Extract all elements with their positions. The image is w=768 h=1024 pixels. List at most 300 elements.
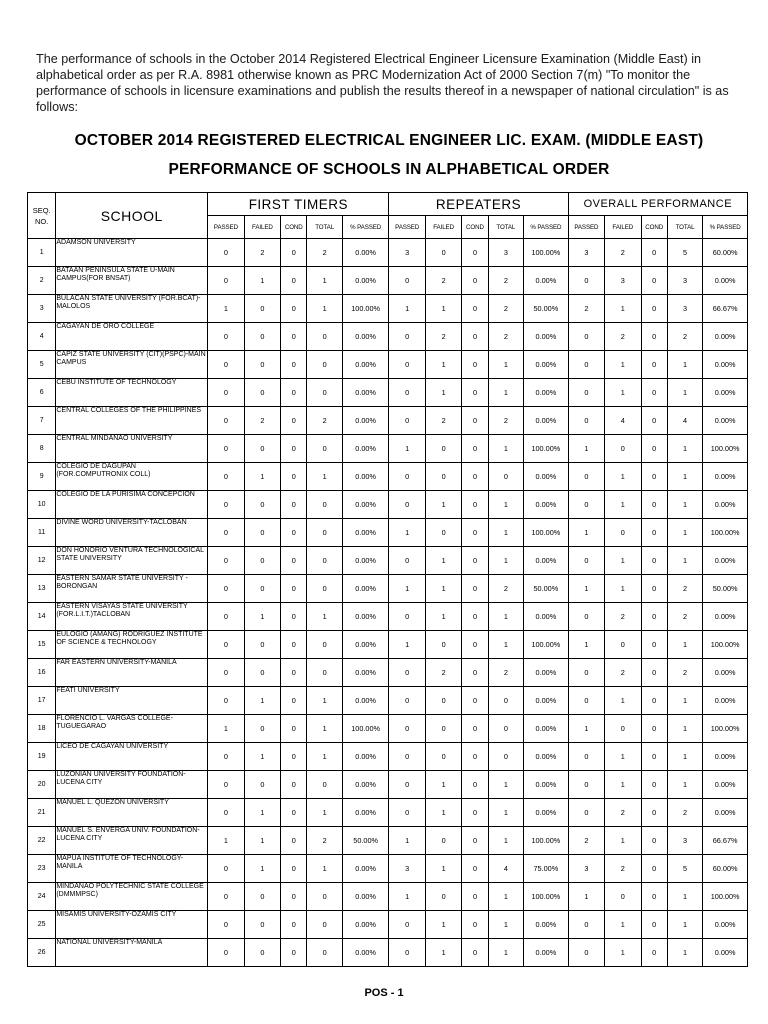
repeaters-pct-passed-cell: 0.00% bbox=[524, 911, 569, 939]
first-timers-passed-cell: 0 bbox=[208, 323, 244, 351]
table-row bbox=[28, 351, 748, 379]
overall-cond-cell: 0 bbox=[641, 687, 667, 715]
repeaters-pct-passed-cell: 100.00% bbox=[524, 435, 569, 463]
first-timers-failed-cell: 0 bbox=[244, 883, 280, 911]
school-name-cell: MISAMIS UNIVERSITY-OZAMIS CITY bbox=[56, 911, 208, 939]
repeaters-total-cell: 2 bbox=[488, 323, 523, 351]
subheader-passed: PASSED bbox=[568, 216, 604, 239]
repeaters-pct-passed-cell: 75.00% bbox=[524, 855, 569, 883]
repeaters-total-cell: 1 bbox=[488, 771, 523, 799]
repeaters-failed-cell: 0 bbox=[425, 883, 461, 911]
repeaters-total-cell: 0 bbox=[488, 743, 523, 771]
repeaters-passed-cell: 0 bbox=[389, 687, 425, 715]
first-timers-passed-cell: 0 bbox=[208, 631, 244, 659]
first-timers-failed-cell: 0 bbox=[244, 295, 280, 323]
repeaters-cond-cell: 0 bbox=[462, 631, 488, 659]
overall-cond-cell: 0 bbox=[641, 659, 667, 687]
overall-failed-cell: 1 bbox=[605, 547, 641, 575]
overall-total-cell: 2 bbox=[667, 659, 702, 687]
overall-passed-cell: 0 bbox=[568, 799, 604, 827]
overall-pct-passed-cell: 0.00% bbox=[703, 463, 748, 491]
first-timers-passed-cell: 0 bbox=[208, 603, 244, 631]
overall-cond-cell: 0 bbox=[641, 855, 667, 883]
first-timers-cond-cell: 0 bbox=[281, 323, 307, 351]
table-row bbox=[28, 407, 748, 435]
school-name-cell: BATAAN PENINSULA STATE U-MAIN CAMPUS(FOR BNSAT) bbox=[56, 267, 208, 295]
overall-total-cell: 1 bbox=[667, 435, 702, 463]
table-row bbox=[28, 631, 748, 659]
repeaters-total-cell: 1 bbox=[488, 827, 523, 855]
first-timers-total-cell: 0 bbox=[307, 547, 342, 575]
repeaters-cond-cell: 0 bbox=[462, 295, 488, 323]
repeaters-passed-cell: 0 bbox=[389, 351, 425, 379]
first-timers-cond-cell: 0 bbox=[281, 575, 307, 603]
repeaters-pct-passed-cell: 50.00% bbox=[524, 575, 569, 603]
first-timers-passed-cell: 0 bbox=[208, 351, 244, 379]
overall-cond-cell: 0 bbox=[641, 799, 667, 827]
overall-passed-cell: 1 bbox=[568, 883, 604, 911]
overall-pct-passed-cell: 0.00% bbox=[703, 603, 748, 631]
first-timers-cond-cell: 0 bbox=[281, 631, 307, 659]
first-timers-total-cell: 2 bbox=[307, 239, 342, 267]
repeaters-failed-cell: 1 bbox=[425, 491, 461, 519]
overall-pct-passed-cell: 0.00% bbox=[703, 351, 748, 379]
first-timers-failed-cell: 0 bbox=[244, 631, 280, 659]
repeaters-total-cell: 3 bbox=[488, 239, 523, 267]
subheader-total: TOTAL bbox=[488, 216, 523, 239]
first-timers-passed-cell: 0 bbox=[208, 575, 244, 603]
repeaters-passed-cell: 1 bbox=[389, 575, 425, 603]
repeaters-cond-cell: 0 bbox=[462, 519, 488, 547]
overall-total-cell: 1 bbox=[667, 631, 702, 659]
overall-total-cell: 1 bbox=[667, 351, 702, 379]
subheader-failed: FAILED bbox=[244, 216, 280, 239]
first-timers-pct-passed-cell: 0.00% bbox=[342, 799, 389, 827]
repeaters-passed-cell: 0 bbox=[389, 267, 425, 295]
repeaters-total-cell: 1 bbox=[488, 939, 523, 967]
overall-pct-passed-cell: 100.00% bbox=[703, 519, 748, 547]
first-timers-pct-passed-cell: 0.00% bbox=[342, 883, 389, 911]
table-row bbox=[28, 295, 748, 323]
repeaters-passed-cell: 0 bbox=[389, 603, 425, 631]
repeaters-passed-cell: 0 bbox=[389, 715, 425, 743]
first-timers-pct-passed-cell: 100.00% bbox=[342, 295, 389, 323]
first-timers-cond-cell: 0 bbox=[281, 883, 307, 911]
first-timers-total-cell: 0 bbox=[307, 939, 342, 967]
seq-no-cell: 1 bbox=[28, 239, 56, 267]
overall-passed-cell: 0 bbox=[568, 939, 604, 967]
first-timers-total-cell: 0 bbox=[307, 771, 342, 799]
overall-passed-cell: 0 bbox=[568, 407, 604, 435]
overall-passed-cell: 1 bbox=[568, 435, 604, 463]
first-timers-cond-cell: 0 bbox=[281, 771, 307, 799]
seq-no-cell: 8 bbox=[28, 435, 56, 463]
first-timers-failed-cell: 0 bbox=[244, 911, 280, 939]
overall-passed-cell: 1 bbox=[568, 631, 604, 659]
overall-pct-passed-cell: 0.00% bbox=[703, 911, 748, 939]
school-name-cell: EASTERN VISAYAS STATE UNIVERSITY (FOR.L.I.T.)TACLOBAN bbox=[56, 603, 208, 631]
subheader-failed: FAILED bbox=[425, 216, 461, 239]
table-row bbox=[28, 799, 748, 827]
repeaters-total-cell: 1 bbox=[488, 911, 523, 939]
overall-passed-cell: 0 bbox=[568, 659, 604, 687]
repeaters-pct-passed-cell: 100.00% bbox=[524, 519, 569, 547]
first-timers-pct-passed-cell: 0.00% bbox=[342, 519, 389, 547]
repeaters-total-cell: 1 bbox=[488, 351, 523, 379]
overall-pct-passed-cell: 0.00% bbox=[703, 379, 748, 407]
overall-pct-passed-cell: 0.00% bbox=[703, 939, 748, 967]
overall-pct-passed-cell: 66.67% bbox=[703, 295, 748, 323]
repeaters-failed-cell: 0 bbox=[425, 435, 461, 463]
overall-pct-passed-cell: 50.00% bbox=[703, 575, 748, 603]
overall-cond-cell: 0 bbox=[641, 631, 667, 659]
school-name-cell: DIVINE WORD UNIVERSITY-TACLOBAN bbox=[56, 519, 208, 547]
repeaters-passed-cell: 0 bbox=[389, 799, 425, 827]
repeaters-cond-cell: 0 bbox=[462, 743, 488, 771]
overall-total-cell: 1 bbox=[667, 771, 702, 799]
school-name-cell: CAGAYAN DE ORO COLLEGE bbox=[56, 323, 208, 351]
repeaters-failed-cell: 2 bbox=[425, 659, 461, 687]
overall-pct-passed-cell: 0.00% bbox=[703, 659, 748, 687]
first-timers-pct-passed-cell: 0.00% bbox=[342, 855, 389, 883]
first-timers-cond-cell: 0 bbox=[281, 687, 307, 715]
repeaters-passed-cell: 0 bbox=[389, 659, 425, 687]
overall-cond-cell: 0 bbox=[641, 295, 667, 323]
overall-cond-cell: 0 bbox=[641, 547, 667, 575]
repeaters-total-cell: 1 bbox=[488, 883, 523, 911]
first-timers-total-cell: 1 bbox=[307, 267, 342, 295]
seq-no-cell: 21 bbox=[28, 799, 56, 827]
first-timers-passed-cell: 0 bbox=[208, 435, 244, 463]
table-row bbox=[28, 267, 748, 295]
repeaters-cond-cell: 0 bbox=[462, 463, 488, 491]
repeaters-passed-cell: 0 bbox=[389, 323, 425, 351]
overall-failed-cell: 1 bbox=[605, 295, 641, 323]
overall-failed-cell: 0 bbox=[605, 883, 641, 911]
school-name-cell: ADAMSON UNIVERSITY bbox=[56, 239, 208, 267]
first-timers-failed-cell: 1 bbox=[244, 687, 280, 715]
subheader-total: TOTAL bbox=[307, 216, 342, 239]
seq-no-cell: 24 bbox=[28, 883, 56, 911]
first-timers-total-cell: 0 bbox=[307, 351, 342, 379]
repeaters-passed-cell: 1 bbox=[389, 295, 425, 323]
first-timers-passed-cell: 0 bbox=[208, 407, 244, 435]
first-timers-pct-passed-cell: 0.00% bbox=[342, 687, 389, 715]
subheader-pct-passed: % PASSED bbox=[703, 216, 748, 239]
first-timers-pct-passed-cell: 0.00% bbox=[342, 631, 389, 659]
overall-passed-cell: 0 bbox=[568, 743, 604, 771]
first-timers-pct-passed-cell: 0.00% bbox=[342, 771, 389, 799]
seq-no-cell: 11 bbox=[28, 519, 56, 547]
repeaters-passed-cell: 1 bbox=[389, 827, 425, 855]
overall-failed-cell: 2 bbox=[605, 799, 641, 827]
repeaters-pct-passed-cell: 0.00% bbox=[524, 547, 569, 575]
first-timers-total-cell: 2 bbox=[307, 407, 342, 435]
overall-total-cell: 3 bbox=[667, 267, 702, 295]
first-timers-passed-cell: 0 bbox=[208, 379, 244, 407]
overall-failed-cell: 2 bbox=[605, 855, 641, 883]
first-timers-total-cell: 0 bbox=[307, 323, 342, 351]
overall-pct-passed-cell: 0.00% bbox=[703, 687, 748, 715]
overall-failed-cell: 1 bbox=[605, 687, 641, 715]
first-timers-total-cell: 1 bbox=[307, 463, 342, 491]
repeaters-cond-cell: 0 bbox=[462, 939, 488, 967]
first-timers-cond-cell: 0 bbox=[281, 659, 307, 687]
overall-passed-cell: 1 bbox=[568, 575, 604, 603]
first-timers-cond-cell: 0 bbox=[281, 435, 307, 463]
table-row bbox=[28, 323, 748, 351]
subheader-cond: COND bbox=[462, 216, 488, 239]
overall-passed-cell: 2 bbox=[568, 295, 604, 323]
overall-passed-cell: 3 bbox=[568, 855, 604, 883]
repeaters-pct-passed-cell: 0.00% bbox=[524, 799, 569, 827]
first-timers-pct-passed-cell: 0.00% bbox=[342, 351, 389, 379]
repeaters-pct-passed-cell: 100.00% bbox=[524, 883, 569, 911]
overall-pct-passed-cell: 60.00% bbox=[703, 855, 748, 883]
first-timers-cond-cell: 0 bbox=[281, 351, 307, 379]
first-timers-failed-cell: 1 bbox=[244, 463, 280, 491]
repeaters-failed-cell: 1 bbox=[425, 911, 461, 939]
overall-pct-passed-cell: 0.00% bbox=[703, 323, 748, 351]
repeaters-pct-passed-cell: 100.00% bbox=[524, 827, 569, 855]
first-timers-failed-cell: 1 bbox=[244, 827, 280, 855]
first-timers-cond-cell: 0 bbox=[281, 379, 307, 407]
repeaters-passed-cell: 0 bbox=[389, 547, 425, 575]
overall-failed-cell: 1 bbox=[605, 491, 641, 519]
repeaters-pct-passed-cell: 0.00% bbox=[524, 351, 569, 379]
repeaters-cond-cell: 0 bbox=[462, 267, 488, 295]
school-name-cell: NATIONAL UNIVERSITY-MANILA bbox=[56, 939, 208, 967]
overall-pct-passed-cell: 66.67% bbox=[703, 827, 748, 855]
first-timers-passed-cell: 0 bbox=[208, 547, 244, 575]
seq-no-cell: 18 bbox=[28, 715, 56, 743]
seq-no-cell: 7 bbox=[28, 407, 56, 435]
first-timers-passed-cell: 0 bbox=[208, 687, 244, 715]
first-timers-failed-cell: 0 bbox=[244, 715, 280, 743]
school-name-cell: LUZONIAN UNIVERSITY FOUNDATION-LUCENA CITY bbox=[56, 771, 208, 799]
school-name-cell: CAPIZ STATE UNIVERSITY (CIT)(PSPC)-MAIN CAMPUS bbox=[56, 351, 208, 379]
repeaters-pct-passed-cell: 0.00% bbox=[524, 743, 569, 771]
first-timers-pct-passed-cell: 0.00% bbox=[342, 407, 389, 435]
repeaters-cond-cell: 0 bbox=[462, 239, 488, 267]
repeaters-passed-cell: 0 bbox=[389, 771, 425, 799]
first-timers-cond-cell: 0 bbox=[281, 491, 307, 519]
first-timers-pct-passed-cell: 0.00% bbox=[342, 267, 389, 295]
overall-failed-cell: 1 bbox=[605, 939, 641, 967]
repeaters-total-cell: 0 bbox=[488, 463, 523, 491]
overall-passed-cell: 0 bbox=[568, 463, 604, 491]
school-name-cell: CENTRAL COLLEGES OF THE PHILIPPINES bbox=[56, 407, 208, 435]
first-timers-failed-cell: 0 bbox=[244, 939, 280, 967]
overall-passed-cell: 0 bbox=[568, 323, 604, 351]
repeaters-cond-cell: 0 bbox=[462, 575, 488, 603]
repeaters-failed-cell: 1 bbox=[425, 351, 461, 379]
first-timers-pct-passed-cell: 0.00% bbox=[342, 491, 389, 519]
seq-no-header: SEQ. NO. bbox=[28, 193, 56, 239]
table-row bbox=[28, 659, 748, 687]
first-timers-failed-cell: 2 bbox=[244, 407, 280, 435]
overall-passed-cell: 0 bbox=[568, 547, 604, 575]
subheader-cond: COND bbox=[641, 216, 667, 239]
first-timers-passed-cell: 0 bbox=[208, 239, 244, 267]
document-title: OCTOBER 2014 REGISTERED ELECTRICAL ENGINEER LIC. EXAM. (MIDDLE EAST) bbox=[74, 132, 704, 149]
subheader-pct-passed: % PASSED bbox=[524, 216, 569, 239]
repeaters-total-cell: 2 bbox=[488, 295, 523, 323]
first-timers-pct-passed-cell: 0.00% bbox=[342, 547, 389, 575]
repeaters-pct-passed-cell: 0.00% bbox=[524, 407, 569, 435]
repeaters-cond-cell: 0 bbox=[462, 687, 488, 715]
first-timers-cond-cell: 0 bbox=[281, 267, 307, 295]
seq-no-cell: 16 bbox=[28, 659, 56, 687]
overall-failed-cell: 4 bbox=[605, 407, 641, 435]
repeaters-cond-cell: 0 bbox=[462, 659, 488, 687]
school-name-cell: CENTRAL MINDANAO UNIVERSITY bbox=[56, 435, 208, 463]
repeaters-cond-cell: 0 bbox=[462, 603, 488, 631]
subheader-failed: FAILED bbox=[605, 216, 641, 239]
overall-pct-passed-cell: 100.00% bbox=[703, 435, 748, 463]
first-timers-failed-cell: 0 bbox=[244, 547, 280, 575]
repeaters-failed-cell: 1 bbox=[425, 771, 461, 799]
overall-passed-cell: 0 bbox=[568, 771, 604, 799]
overall-passed-cell: 0 bbox=[568, 911, 604, 939]
table-row bbox=[28, 883, 748, 911]
repeaters-total-cell: 1 bbox=[488, 435, 523, 463]
first-timers-pct-passed-cell: 0.00% bbox=[342, 463, 389, 491]
first-timers-total-cell: 1 bbox=[307, 603, 342, 631]
overall-passed-cell: 0 bbox=[568, 491, 604, 519]
seq-no-cell: 15 bbox=[28, 631, 56, 659]
first-timers-passed-cell: 1 bbox=[208, 715, 244, 743]
school-name-cell: COLEGIO DE LA PURISIMA CONCEPCION bbox=[56, 491, 208, 519]
repeaters-pct-passed-cell: 50.00% bbox=[524, 295, 569, 323]
first-timers-failed-cell: 0 bbox=[244, 575, 280, 603]
first-timers-passed-cell: 1 bbox=[208, 827, 244, 855]
table-row bbox=[28, 687, 748, 715]
overall-cond-cell: 0 bbox=[641, 939, 667, 967]
overall-pct-passed-cell: 60.00% bbox=[703, 239, 748, 267]
overall-cond-cell: 0 bbox=[641, 575, 667, 603]
overall-pct-passed-cell: 0.00% bbox=[703, 799, 748, 827]
subheader-pct-passed: % PASSED bbox=[342, 216, 389, 239]
repeaters-failed-cell: 0 bbox=[425, 827, 461, 855]
seq-no-cell: 2 bbox=[28, 267, 56, 295]
overall-total-cell: 1 bbox=[667, 687, 702, 715]
first-timers-failed-cell: 1 bbox=[244, 267, 280, 295]
repeaters-cond-cell: 0 bbox=[462, 771, 488, 799]
overall-cond-cell: 0 bbox=[641, 463, 667, 491]
first-timers-total-cell: 1 bbox=[307, 715, 342, 743]
overall-cond-cell: 0 bbox=[641, 267, 667, 295]
first-timers-failed-cell: 0 bbox=[244, 519, 280, 547]
overall-passed-cell: 2 bbox=[568, 827, 604, 855]
first-timers-pct-passed-cell: 100.00% bbox=[342, 715, 389, 743]
repeaters-cond-cell: 0 bbox=[462, 351, 488, 379]
repeaters-failed-cell: 0 bbox=[425, 519, 461, 547]
subheader-cond: COND bbox=[281, 216, 307, 239]
first-timers-pct-passed-cell: 0.00% bbox=[342, 575, 389, 603]
table-row bbox=[28, 827, 748, 855]
overall-total-cell: 3 bbox=[667, 295, 702, 323]
school-name-cell: FAR EASTERN UNIVERSITY-MANILA bbox=[56, 659, 208, 687]
overall-failed-cell: 1 bbox=[605, 463, 641, 491]
first-timers-total-cell: 0 bbox=[307, 631, 342, 659]
overall-failed-cell: 0 bbox=[605, 631, 641, 659]
first-timers-failed-cell: 1 bbox=[244, 603, 280, 631]
first-timers-passed-cell: 0 bbox=[208, 463, 244, 491]
first-timers-total-cell: 1 bbox=[307, 799, 342, 827]
table-row bbox=[28, 463, 748, 491]
first-timers-pct-passed-cell: 50.00% bbox=[342, 827, 389, 855]
repeaters-total-cell: 2 bbox=[488, 659, 523, 687]
repeaters-total-cell: 2 bbox=[488, 267, 523, 295]
repeaters-cond-cell: 0 bbox=[462, 799, 488, 827]
overall-passed-cell: 0 bbox=[568, 603, 604, 631]
first-timers-cond-cell: 0 bbox=[281, 855, 307, 883]
group-header-first-timers: FIRST TIMERS bbox=[208, 193, 389, 216]
overall-cond-cell: 0 bbox=[641, 771, 667, 799]
repeaters-failed-cell: 1 bbox=[425, 799, 461, 827]
overall-passed-cell: 1 bbox=[568, 715, 604, 743]
first-timers-total-cell: 0 bbox=[307, 519, 342, 547]
overall-total-cell: 1 bbox=[667, 463, 702, 491]
repeaters-failed-cell: 1 bbox=[425, 855, 461, 883]
repeaters-pct-passed-cell: 0.00% bbox=[524, 687, 569, 715]
first-timers-cond-cell: 0 bbox=[281, 547, 307, 575]
repeaters-cond-cell: 0 bbox=[462, 323, 488, 351]
overall-cond-cell: 0 bbox=[641, 239, 667, 267]
first-timers-cond-cell: 0 bbox=[281, 715, 307, 743]
overall-failed-cell: 2 bbox=[605, 659, 641, 687]
overall-passed-cell: 0 bbox=[568, 267, 604, 295]
overall-pct-passed-cell: 0.00% bbox=[703, 491, 748, 519]
repeaters-passed-cell: 0 bbox=[389, 463, 425, 491]
repeaters-cond-cell: 0 bbox=[462, 491, 488, 519]
overall-pct-passed-cell: 0.00% bbox=[703, 771, 748, 799]
overall-total-cell: 1 bbox=[667, 491, 702, 519]
first-timers-failed-cell: 2 bbox=[244, 239, 280, 267]
first-timers-cond-cell: 0 bbox=[281, 295, 307, 323]
repeaters-passed-cell: 1 bbox=[389, 883, 425, 911]
first-timers-pct-passed-cell: 0.00% bbox=[342, 379, 389, 407]
school-name-cell: LICEO DE CAGAYAN UNIVERSITY bbox=[56, 743, 208, 771]
first-timers-total-cell: 0 bbox=[307, 911, 342, 939]
first-timers-passed-cell: 0 bbox=[208, 939, 244, 967]
overall-failed-cell: 0 bbox=[605, 519, 641, 547]
overall-total-cell: 1 bbox=[667, 911, 702, 939]
overall-passed-cell: 0 bbox=[568, 379, 604, 407]
repeaters-failed-cell: 0 bbox=[425, 687, 461, 715]
repeaters-failed-cell: 2 bbox=[425, 323, 461, 351]
first-timers-cond-cell: 0 bbox=[281, 743, 307, 771]
table-row bbox=[28, 435, 748, 463]
seq-no-cell: 6 bbox=[28, 379, 56, 407]
overall-passed-cell: 0 bbox=[568, 687, 604, 715]
group-header-overall: OVERALL PERFORMANCE bbox=[568, 193, 747, 216]
overall-cond-cell: 0 bbox=[641, 603, 667, 631]
first-timers-cond-cell: 0 bbox=[281, 239, 307, 267]
table-row bbox=[28, 547, 748, 575]
seq-no-cell: 3 bbox=[28, 295, 56, 323]
first-timers-total-cell: 1 bbox=[307, 743, 342, 771]
overall-pct-passed-cell: 100.00% bbox=[703, 631, 748, 659]
repeaters-pct-passed-cell: 100.00% bbox=[524, 631, 569, 659]
overall-passed-cell: 3 bbox=[568, 239, 604, 267]
overall-total-cell: 1 bbox=[667, 883, 702, 911]
repeaters-failed-cell: 1 bbox=[425, 603, 461, 631]
school-name-cell: EASTERN SAMAR STATE UNIVERSITY - BORONGAN bbox=[56, 575, 208, 603]
overall-pct-passed-cell: 100.00% bbox=[703, 715, 748, 743]
school-name-cell: MANUEL S. ENVERGA UNIV. FOUNDATION-LUCENA CITY bbox=[56, 827, 208, 855]
